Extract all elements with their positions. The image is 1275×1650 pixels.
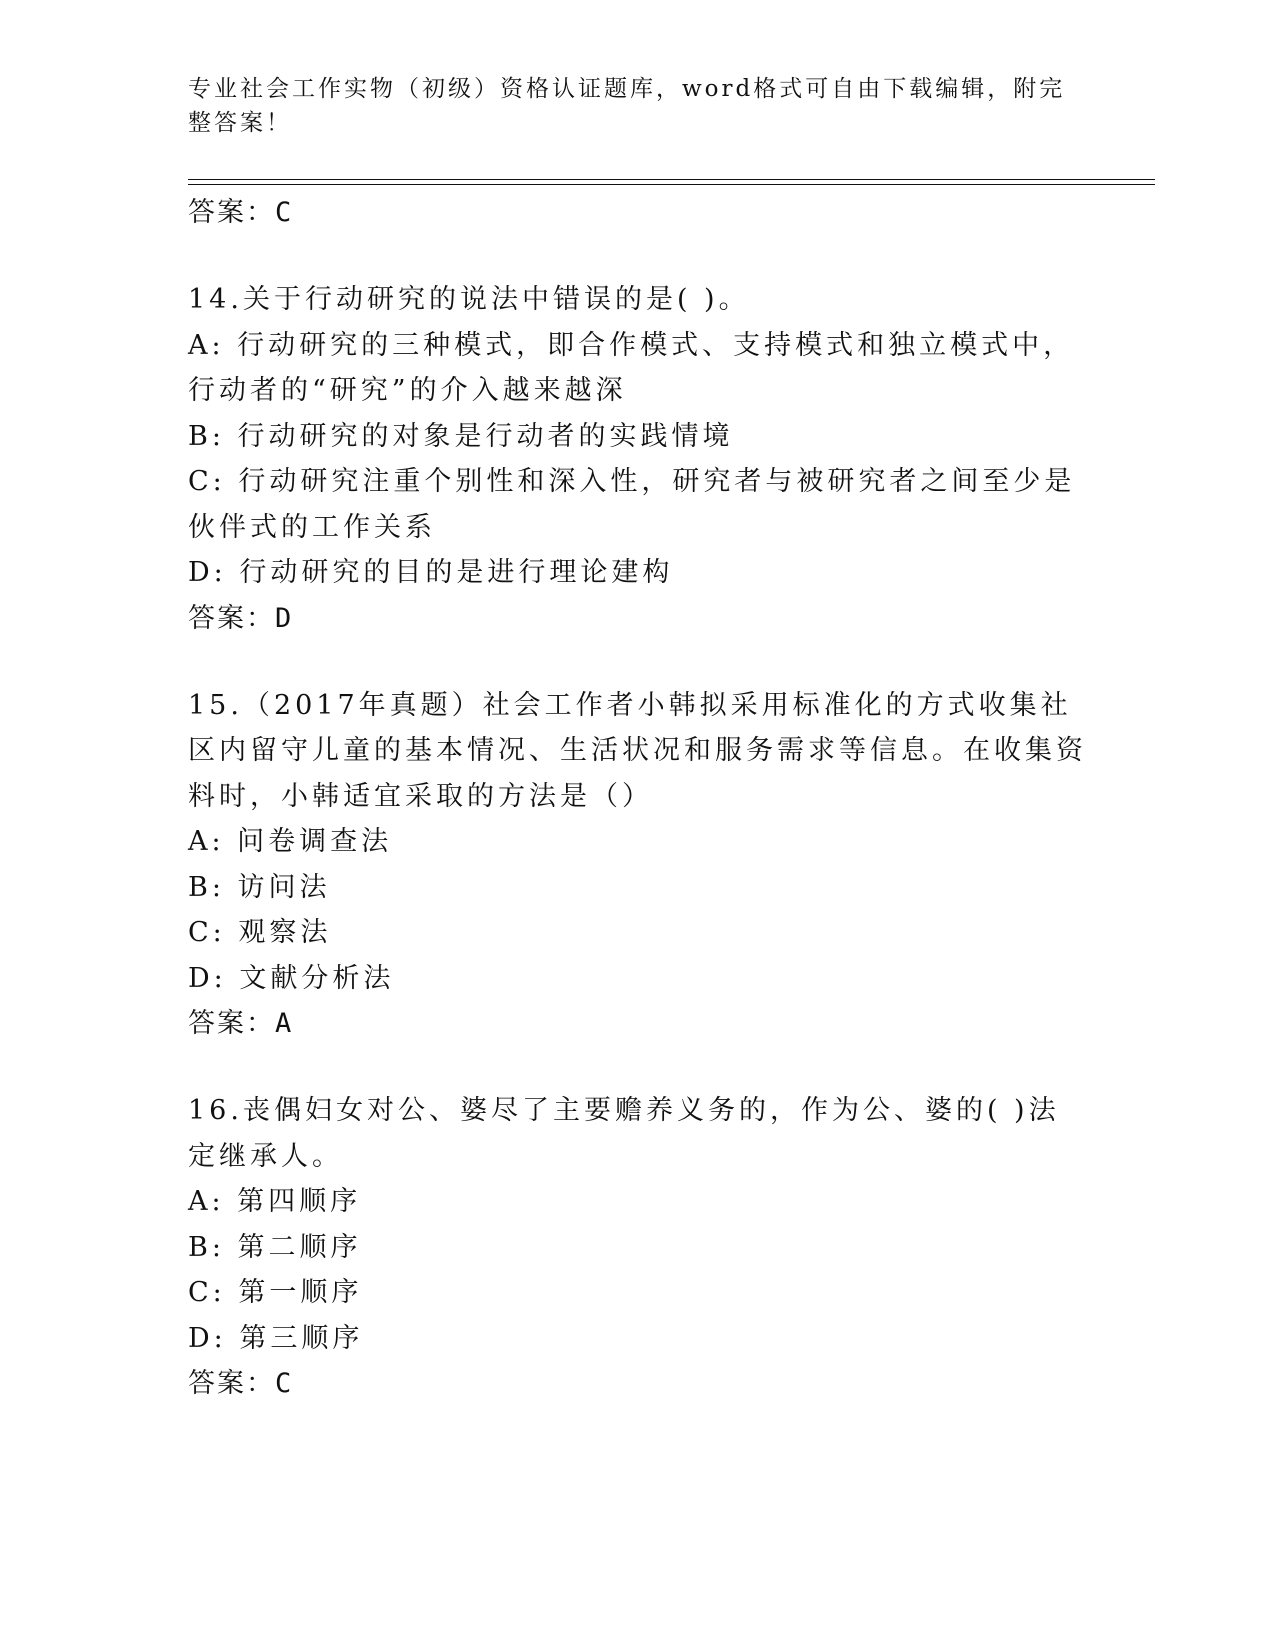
question-15 — [188, 683, 1088, 1047]
answer-value: C — [275, 1368, 294, 1399]
option-a: A: 问卷调查法 — [188, 826, 393, 857]
answer-label: 答案： — [188, 197, 275, 228]
option-c: C: 第一顺序 — [188, 1277, 363, 1308]
option-a: A: 第四顺序 — [188, 1186, 362, 1217]
option-d: D: 文献分析法 — [188, 962, 395, 994]
answer-line — [188, 1001, 1088, 1046]
answer-label: 答案： — [188, 602, 275, 634]
question-16 — [188, 1088, 1088, 1406]
answer-line — [188, 596, 1088, 641]
option-c: C: 行动研究注重个别性和深入性，研究者与被研究者之间至少是伙伴式的工作关系 — [188, 466, 1076, 543]
answer-label: 答案： — [188, 1008, 275, 1039]
question-stem: 16.丧偶妇女对公、婆尽了主要赡养义务的，作为公、婆的( )法定继承人。 — [188, 1095, 1060, 1172]
question-14 — [188, 277, 1088, 641]
question-stem: 15.（2017年真题）社会工作者小韩拟采用标准化的方式收集社区内留守儿童的基本情况、生活状况和服务需求等信息。在收集资料时，小韩适宜采取的方法是（） — [188, 689, 1087, 812]
answer-label: 答案： — [188, 1368, 275, 1399]
header-rule-top — [188, 179, 1155, 180]
option-c: C: 观察法 — [188, 917, 332, 948]
option-d: D: 行动研究的目的是进行理论建构 — [188, 557, 674, 588]
answer-value: A — [275, 1008, 294, 1039]
option-b: B: 行动研究的对象是行动者的实践情境 — [188, 420, 734, 452]
question-stem: 14.关于行动研究的说法中错误的是( )。 — [188, 284, 750, 315]
option-b: B: 第二顺序 — [188, 1231, 362, 1263]
option-a: A: 行动研究的三种模式，即合作模式、支持模式和独立模式中，行动者的“研究”的介入越来越深 — [188, 329, 1075, 406]
header-rule-bottom — [188, 184, 1155, 185]
option-b: B: 访问法 — [188, 871, 331, 903]
answer-value: D — [275, 602, 294, 634]
option-d: D: 第三顺序 — [188, 1322, 364, 1354]
answer-value: C — [275, 197, 294, 228]
question-content — [188, 190, 1088, 1406]
answer-line — [188, 1361, 1088, 1406]
answer-line — [188, 190, 1088, 235]
document-header: 专业社会工作实物（初级）资格认证题库，word格式可自由下载编辑，附完整答案！ — [188, 76, 1066, 136]
